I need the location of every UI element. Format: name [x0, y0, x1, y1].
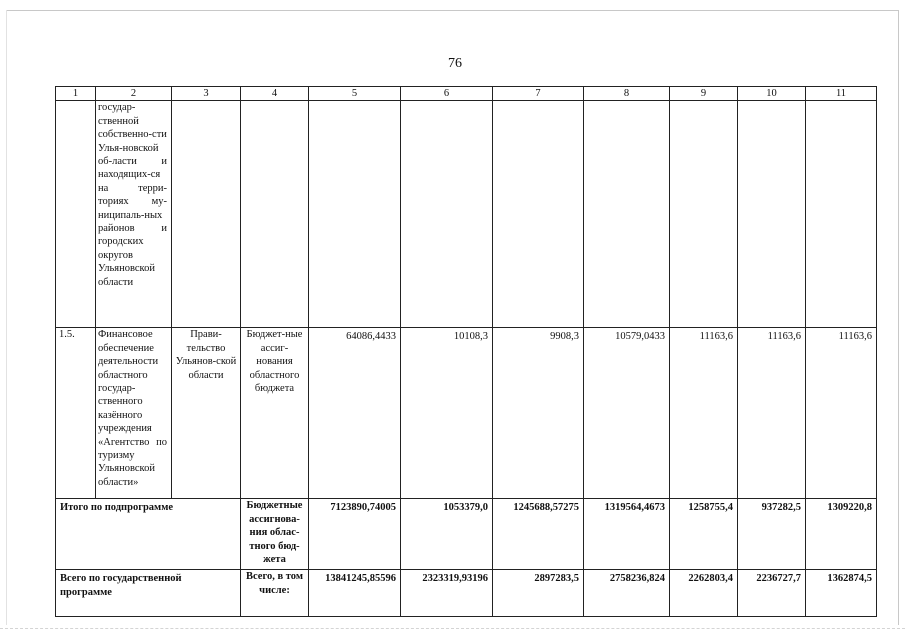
column-number-10: 10: [738, 87, 806, 101]
column-number-6: 6: [401, 87, 493, 101]
continued-row: [56, 101, 877, 328]
program-total-row: [56, 570, 877, 617]
value-total: 7123890,74005: [309, 499, 401, 570]
row-name: Финансовое обеспечение деятельности областного государ-ственного казённого учреждения «Агентство по туризму Ульяновской области»: [96, 328, 172, 499]
page-number: 76: [448, 56, 462, 71]
value-year: 1319564,4673: [584, 499, 670, 570]
column-number-3: 3: [172, 87, 241, 101]
value-year: 937282,5: [738, 499, 806, 570]
continued-row-cell: [309, 101, 401, 328]
value-year: 2323319,93196: [401, 570, 493, 617]
column-number-1: 1: [56, 87, 96, 101]
program-total-source: Всего, в том числе:: [241, 570, 309, 617]
budget-table: [55, 86, 877, 617]
column-number-8: 8: [584, 87, 670, 101]
value-year: 11163,6: [670, 328, 738, 499]
program-total-label: Всего по государственной программе: [56, 570, 241, 617]
column-number-2: 2: [96, 87, 172, 101]
column-number-7: 7: [493, 87, 584, 101]
value-year: 11163,6: [738, 328, 806, 499]
value-year: 1362874,5: [806, 570, 877, 617]
continued-row-cell: [401, 101, 493, 328]
continued-row-cell: [493, 101, 584, 328]
table-row-1-5: [56, 328, 877, 499]
value-year: 2236727,7: [738, 570, 806, 617]
column-number-4: 4: [241, 87, 309, 101]
continued-row-cell: [738, 101, 806, 328]
value-year: 1309220,8: [806, 499, 877, 570]
column-number-11: 11: [806, 87, 877, 101]
subprogram-total-source: Бюджетные ассигнова-ния облас-тного бюд-жета: [241, 499, 309, 570]
continued-row-cell: [584, 101, 670, 328]
continued-row-number: [56, 101, 96, 328]
row-executor: Прави-тельство Ульянов-ской области: [172, 328, 241, 499]
scan-border-right: [898, 10, 899, 625]
continued-row-cell: [172, 101, 241, 328]
continued-row-cell: [806, 101, 877, 328]
value-year: 10108,3: [401, 328, 493, 499]
continued-row-cell: [241, 101, 309, 328]
subprogram-total-label: Итого по подпрограмме: [56, 499, 241, 570]
row-funding-source: Бюджет-ные ассиг-нования областного бюджета: [241, 328, 309, 499]
column-number-header-row: [56, 87, 877, 101]
value-year: 2897283,5: [493, 570, 584, 617]
scan-border-left: [6, 10, 7, 625]
value-year: 1053379,0: [401, 499, 493, 570]
continued-row-name: государ-ственной собственно-сти Улья-новской об-ласти и находящих-ся на терри-ториях му-ниципаль-ных районов и городских округов Ульяновской области: [96, 101, 172, 328]
value-year: 2758236,824: [584, 570, 670, 617]
subprogram-total-row: [56, 499, 877, 570]
value-year: 2262803,4: [670, 570, 738, 617]
value-year: 1245688,57275: [493, 499, 584, 570]
column-number-9: 9: [670, 87, 738, 101]
scan-border-top: [6, 10, 899, 11]
value-year: 1258755,4: [670, 499, 738, 570]
scan-bottom-edge: [0, 628, 905, 629]
row-number: 1.5.: [56, 328, 96, 499]
value-total: 64086,4433: [309, 328, 401, 499]
column-number-5: 5: [309, 87, 401, 101]
value-year: 9908,3: [493, 328, 584, 499]
value-total: 13841245,85596: [309, 570, 401, 617]
value-year: 10579,0433: [584, 328, 670, 499]
continued-row-cell: [670, 101, 738, 328]
value-year: 11163,6: [806, 328, 877, 499]
